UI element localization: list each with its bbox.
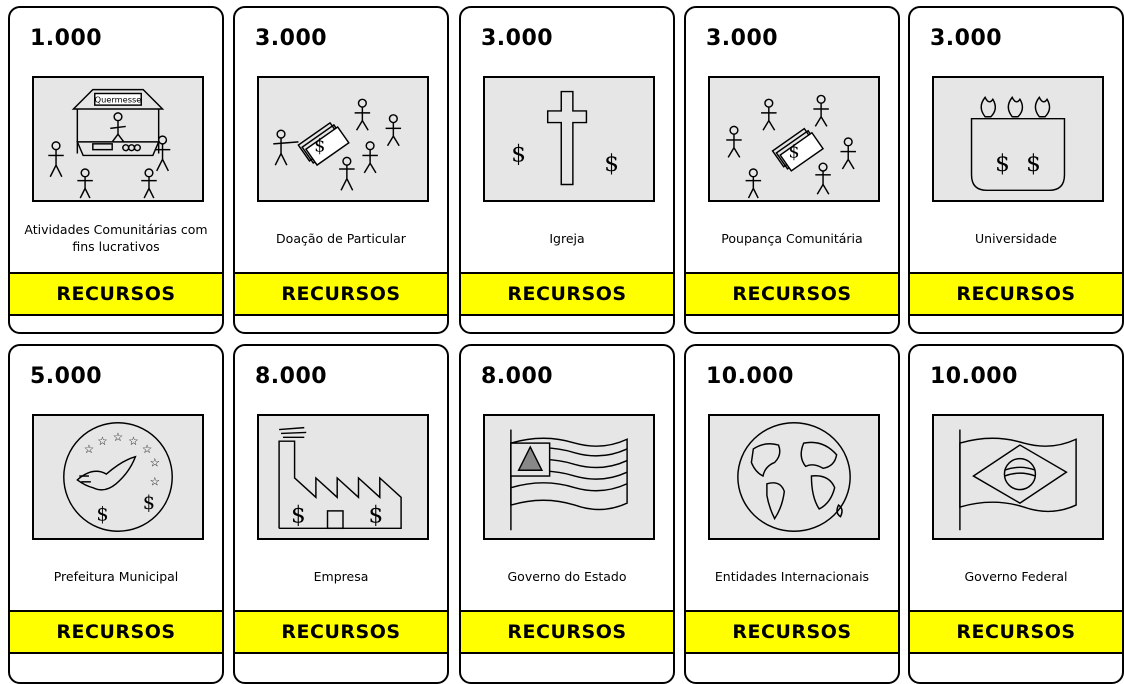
- svg-text:☆: ☆: [112, 430, 124, 445]
- state-flag-icon: [483, 414, 655, 540]
- recursos-banner: RECURSOS: [910, 272, 1122, 316]
- svg-text:Quermesse: Quermesse: [94, 94, 142, 105]
- card-amount: 3.000: [930, 26, 1003, 51]
- svg-text:☆: ☆: [149, 455, 161, 470]
- svg-text:☆: ☆: [97, 434, 108, 449]
- card-amount: 3.000: [481, 26, 554, 51]
- card-amount: 10.000: [930, 364, 1018, 389]
- svg-text:☆: ☆: [141, 441, 153, 456]
- card-caption: Poupança Comunitária: [721, 230, 863, 246]
- card-amount: 8.000: [481, 364, 554, 389]
- card-caption: Governo do Estado: [507, 568, 627, 584]
- resource-card[interactable]: [459, 344, 675, 684]
- card-caption: Atividades Comunitárias com fins lucrativos: [24, 222, 208, 254]
- card-caption: Universidade: [975, 230, 1057, 246]
- card-caption: Entidades Internacionais: [714, 568, 870, 584]
- resource-card[interactable]: [8, 344, 224, 684]
- svg-text:☆: ☆: [149, 474, 161, 489]
- resource-card[interactable]: [684, 344, 900, 684]
- svg-text:☆: ☆: [128, 434, 139, 449]
- recursos-banner: RECURSOS: [10, 610, 222, 654]
- recursos-banner: RECURSOS: [686, 272, 898, 316]
- card-caption: Governo Federal: [964, 568, 1068, 584]
- recursos-banner: RECURSOS: [461, 610, 673, 654]
- recursos-banner: RECURSOS: [235, 272, 447, 316]
- card-amount: 3.000: [706, 26, 779, 51]
- community-savings-icon: [708, 76, 880, 202]
- quermesse-icon: [32, 76, 204, 202]
- card-caption: Empresa: [313, 568, 369, 584]
- card-caption: Doação de Particular: [276, 230, 406, 246]
- resource-card[interactable]: [908, 344, 1124, 684]
- resource-card[interactable]: [8, 6, 224, 334]
- brazil-flag-icon: [932, 414, 1104, 540]
- svg-text:$: $: [604, 149, 619, 177]
- card-amount: 5.000: [30, 364, 103, 389]
- city-hall-coin-icon: [32, 414, 204, 540]
- svg-text:$: $: [142, 490, 156, 514]
- svg-text:$: $: [995, 149, 1010, 177]
- resource-card[interactable]: [908, 6, 1124, 334]
- card-amount: 8.000: [255, 364, 328, 389]
- recursos-banner: RECURSOS: [10, 272, 222, 316]
- recursos-banner: RECURSOS: [235, 610, 447, 654]
- resource-card[interactable]: [233, 344, 449, 684]
- svg-text:☆: ☆: [83, 441, 95, 456]
- svg-text:$: $: [788, 142, 800, 163]
- resource-card[interactable]: [684, 6, 900, 334]
- svg-text:$: $: [96, 502, 109, 526]
- svg-text:$: $: [291, 501, 306, 529]
- card-amount: 10.000: [706, 364, 794, 389]
- card-amount: 1.000: [30, 26, 103, 51]
- recursos-banner: RECURSOS: [910, 610, 1122, 654]
- recursos-banner: RECURSOS: [686, 610, 898, 654]
- church-cross-icon: [483, 76, 655, 202]
- card-amount: 3.000: [255, 26, 328, 51]
- recursos-banner: RECURSOS: [461, 272, 673, 316]
- factory-icon: [257, 414, 429, 540]
- svg-text:$: $: [314, 136, 326, 157]
- card-caption: Prefeitura Municipal: [53, 568, 179, 584]
- university-icon: [932, 76, 1104, 202]
- money-donation-icon: [257, 76, 429, 202]
- svg-text:$: $: [511, 140, 527, 168]
- svg-text:$: $: [368, 501, 384, 529]
- resource-card[interactable]: [459, 6, 675, 334]
- resource-card[interactable]: [233, 6, 449, 334]
- card-caption: Igreja: [549, 230, 585, 246]
- globe-icon: [708, 414, 880, 540]
- svg-text:$: $: [1026, 149, 1041, 177]
